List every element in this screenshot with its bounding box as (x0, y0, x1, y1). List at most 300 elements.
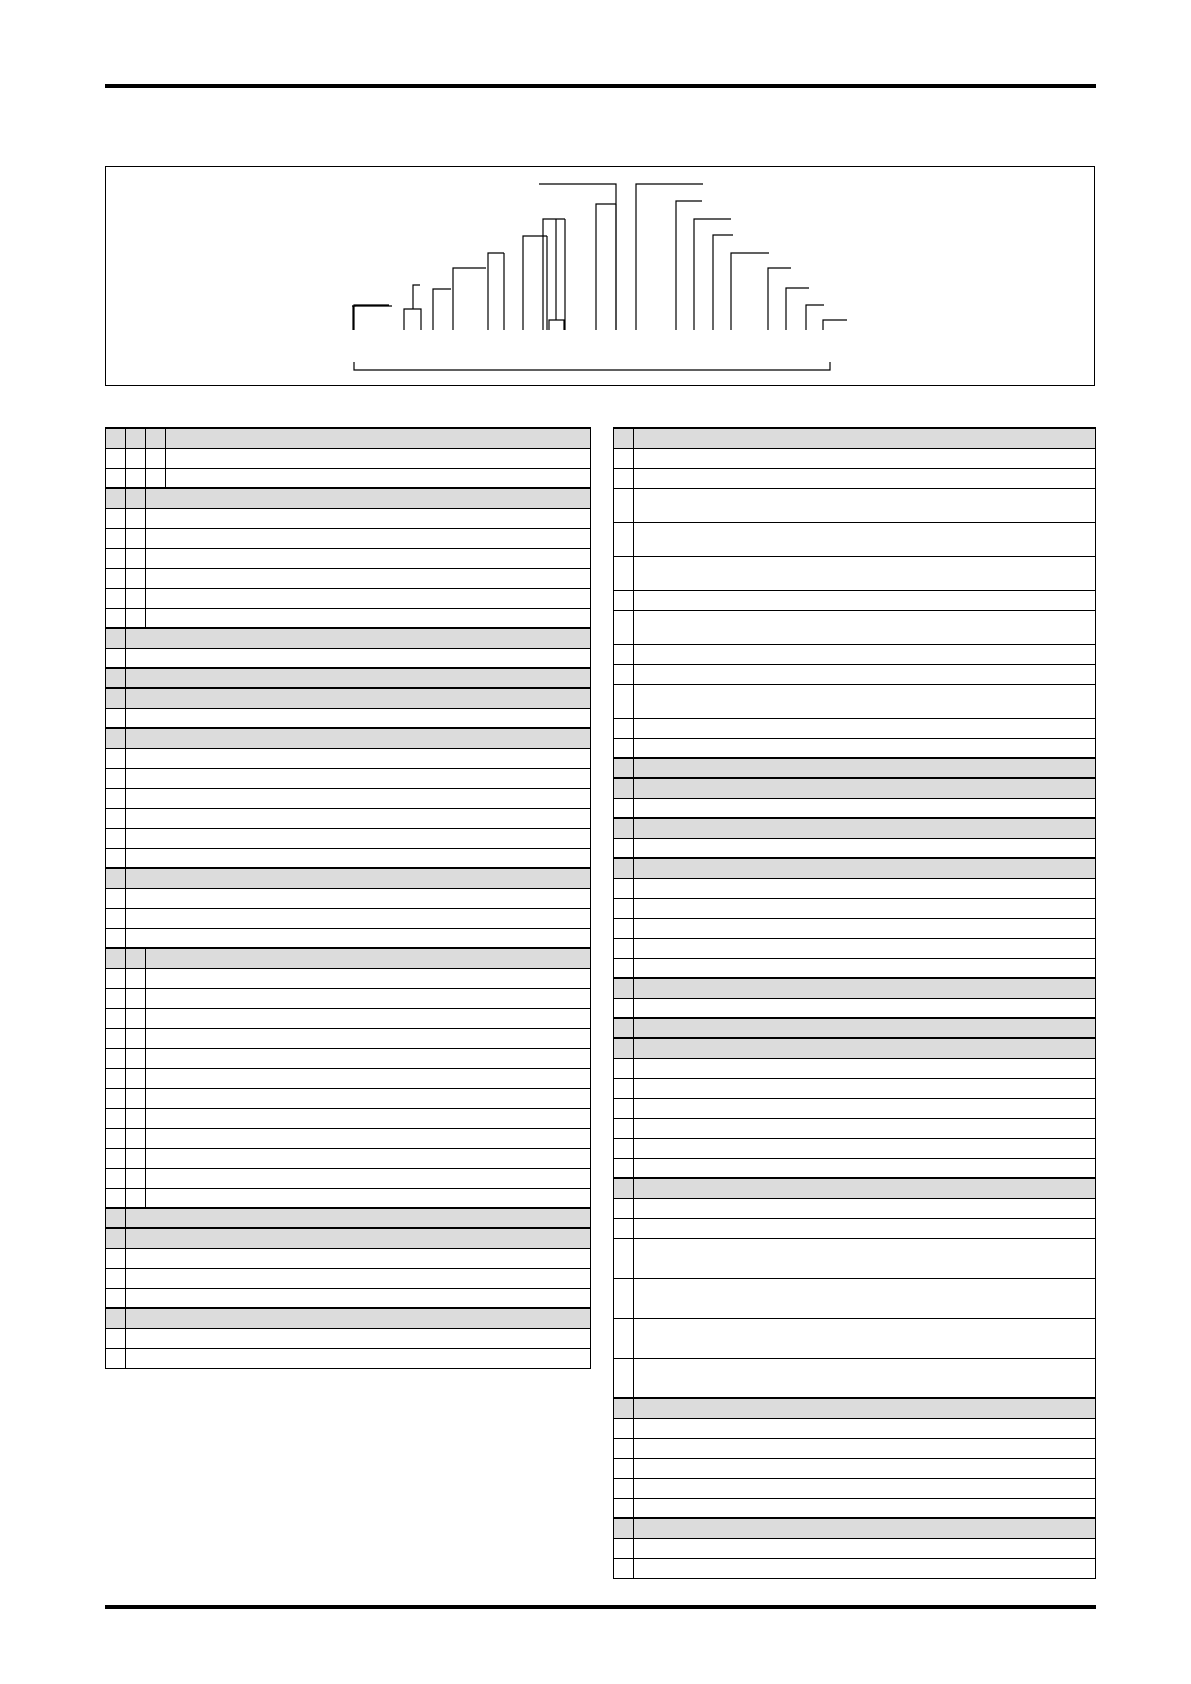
code-cell (614, 918, 634, 938)
right-table-row (614, 610, 1096, 644)
right-table-row (614, 522, 1096, 556)
right-table-row (614, 1438, 1096, 1458)
description-cell (146, 528, 591, 548)
code-cell (614, 1098, 634, 1118)
code-cell (106, 1248, 126, 1268)
code-cell (106, 608, 126, 628)
code-cell (106, 488, 126, 508)
code-cell (614, 778, 634, 798)
description-cell (146, 1148, 591, 1168)
description-cell (146, 948, 591, 968)
code-cell (106, 948, 126, 968)
description-cell (126, 728, 591, 748)
description-cell (146, 1168, 591, 1188)
description-cell (126, 908, 591, 928)
code-cell (126, 1128, 146, 1148)
right-table-row (614, 1238, 1096, 1278)
description-cell (126, 788, 591, 808)
left-table-row (106, 1068, 591, 1088)
description-cell (146, 988, 591, 1008)
code-cell (614, 838, 634, 858)
code-cell (106, 688, 126, 708)
code-cell (614, 1538, 634, 1558)
description-cell (634, 428, 1096, 448)
code-cell (614, 818, 634, 838)
description-cell (634, 1498, 1096, 1518)
description-cell (634, 758, 1096, 778)
code-cell (106, 1208, 126, 1228)
description-cell (166, 448, 591, 468)
right-table-row (614, 556, 1096, 590)
description-cell (126, 1248, 591, 1268)
description-cell (146, 1028, 591, 1048)
right-table-row (614, 1218, 1096, 1238)
description-cell (634, 738, 1096, 758)
code-cell (614, 1138, 634, 1158)
left-table-row (106, 1168, 591, 1188)
description-cell (634, 958, 1096, 978)
code-cell (614, 1358, 634, 1398)
left-table-row (106, 1288, 591, 1308)
description-cell (126, 1328, 591, 1348)
code-cell (106, 1068, 126, 1088)
description-cell (126, 688, 591, 708)
code-cell (106, 848, 126, 868)
left-table-row (106, 908, 591, 928)
code-cell (106, 808, 126, 828)
right-table-header-row (614, 758, 1096, 778)
left-table-row (106, 548, 591, 568)
code-cell (126, 968, 146, 988)
code-cell (614, 998, 634, 1018)
left-table-row (106, 988, 591, 1008)
description-cell (126, 648, 591, 668)
code-cell (106, 868, 126, 888)
code-cell (614, 978, 634, 998)
description-cell (146, 608, 591, 628)
description-cell (634, 1518, 1096, 1538)
code-cell (614, 428, 634, 448)
description-cell (146, 1088, 591, 1108)
code-cell (106, 1268, 126, 1288)
right-table-row (614, 898, 1096, 918)
right-table-row (614, 1118, 1096, 1138)
code-cell (614, 1458, 634, 1478)
right-table-header-row (614, 1038, 1096, 1058)
description-cell (634, 1218, 1096, 1238)
left-table-row (106, 1028, 591, 1048)
description-cell (166, 428, 591, 448)
left-table-row (106, 568, 591, 588)
left-table-header-row (106, 668, 591, 688)
code-cell (614, 1438, 634, 1458)
code-cell (106, 1108, 126, 1128)
right-table-row (614, 1098, 1096, 1118)
description-cell (634, 1438, 1096, 1458)
description-cell (126, 1288, 591, 1308)
code-cell (614, 1118, 634, 1138)
right-table-header-row (614, 818, 1096, 838)
description-cell (634, 1478, 1096, 1498)
code-cell (614, 1218, 634, 1238)
code-cell (126, 1108, 146, 1128)
code-cell (614, 1198, 634, 1218)
code-cell (106, 888, 126, 908)
description-cell (634, 898, 1096, 918)
code-cell (614, 1018, 634, 1038)
code-cell (614, 556, 634, 590)
description-cell (146, 548, 591, 568)
code-cell (106, 828, 126, 848)
code-cell (106, 568, 126, 588)
right-table-header-row (614, 1398, 1096, 1418)
code-cell (614, 1498, 634, 1518)
left-table-row (106, 1108, 591, 1128)
left-table-row (106, 828, 591, 848)
right-table-row (614, 738, 1096, 758)
left-table-row (106, 808, 591, 828)
code-cell (614, 758, 634, 778)
description-cell (634, 1238, 1096, 1278)
code-cell (614, 1158, 634, 1178)
description-cell (634, 448, 1096, 468)
left-table-row (106, 1188, 591, 1208)
left-table-header-row (106, 428, 591, 448)
right-table-row (614, 1538, 1096, 1558)
right-table-row (614, 590, 1096, 610)
description-cell (634, 1078, 1096, 1098)
description-cell (146, 968, 591, 988)
right-table-row (614, 998, 1096, 1018)
left-table-row (106, 508, 591, 528)
right-table-row (614, 488, 1096, 522)
description-cell (634, 938, 1096, 958)
code-cell (106, 1308, 126, 1328)
description-cell (126, 628, 591, 648)
left-table-row (106, 708, 591, 728)
code-cell (126, 568, 146, 588)
code-cell (106, 988, 126, 1008)
left-table-header-row (106, 1308, 591, 1328)
right-legend-table (613, 427, 1096, 1579)
code-cell (146, 448, 166, 468)
right-table-row (614, 958, 1096, 978)
left-table-row (106, 1268, 591, 1288)
code-cell (614, 644, 634, 664)
right-table-header-row (614, 978, 1096, 998)
code-cell (106, 768, 126, 788)
description-cell (126, 868, 591, 888)
description-cell (146, 1068, 591, 1088)
description-cell (634, 684, 1096, 718)
description-cell (126, 668, 591, 688)
left-table-header-row (106, 868, 591, 888)
right-table-header-row (614, 428, 1096, 448)
description-cell (126, 828, 591, 848)
description-cell (634, 1118, 1096, 1138)
right-table-row (614, 1358, 1096, 1398)
code-cell (614, 684, 634, 718)
description-cell (146, 488, 591, 508)
code-cell (126, 528, 146, 548)
code-cell (126, 488, 146, 508)
left-table-row (106, 1008, 591, 1028)
ordering-code-diagram (105, 166, 1095, 386)
left-table-row (106, 1348, 591, 1368)
code-cell (106, 508, 126, 528)
left-table-row (106, 788, 591, 808)
right-table-row (614, 1158, 1096, 1178)
code-cell (146, 468, 166, 488)
left-table-row (106, 748, 591, 768)
right-table-row (614, 664, 1096, 684)
left-table-row (106, 1048, 591, 1068)
left-table-row (106, 468, 591, 488)
description-cell (126, 1348, 591, 1368)
right-table-row (614, 718, 1096, 738)
code-cell (614, 1178, 634, 1198)
description-cell (126, 1268, 591, 1288)
description-cell (634, 998, 1096, 1018)
description-cell (634, 858, 1096, 878)
code-cell (106, 1328, 126, 1348)
right-table-row (614, 684, 1096, 718)
code-cell (614, 664, 634, 684)
description-cell (126, 888, 591, 908)
code-cell (614, 610, 634, 644)
description-cell (126, 1228, 591, 1248)
code-cell (614, 958, 634, 978)
code-cell (106, 1148, 126, 1168)
code-cell (126, 608, 146, 628)
description-cell (634, 878, 1096, 898)
left-table-row (106, 888, 591, 908)
description-cell (146, 568, 591, 588)
right-table-header-row (614, 1018, 1096, 1038)
left-table-row (106, 1148, 591, 1168)
description-cell (634, 1058, 1096, 1078)
left-table-row (106, 608, 591, 628)
code-cell (614, 522, 634, 556)
description-cell (634, 1138, 1096, 1158)
right-table-row (614, 1478, 1096, 1498)
code-cell (614, 1278, 634, 1318)
code-cell (614, 590, 634, 610)
left-table-row (106, 1128, 591, 1148)
right-table-row (614, 1418, 1096, 1438)
code-cell (614, 1518, 634, 1538)
left-table-row (106, 848, 591, 868)
right-table-row (614, 468, 1096, 488)
description-cell (634, 590, 1096, 610)
description-cell (634, 798, 1096, 818)
code-cell (106, 728, 126, 748)
code-cell (106, 628, 126, 648)
right-table-row (614, 838, 1096, 858)
right-table-row (614, 1138, 1096, 1158)
code-cell (614, 1558, 634, 1578)
description-cell (146, 1048, 591, 1068)
description-cell (126, 708, 591, 728)
description-cell (634, 522, 1096, 556)
description-cell (126, 748, 591, 768)
code-cell (126, 448, 146, 468)
description-cell (634, 978, 1096, 998)
top-rule (105, 84, 1096, 88)
code-cell (106, 1088, 126, 1108)
right-table-row (614, 1458, 1096, 1478)
description-cell (634, 1418, 1096, 1438)
description-cell (634, 718, 1096, 738)
description-cell (126, 1308, 591, 1328)
description-cell (634, 778, 1096, 798)
code-cell (106, 748, 126, 768)
code-cell (126, 1148, 146, 1168)
description-cell (634, 1358, 1096, 1398)
right-table-row (614, 1498, 1096, 1518)
code-cell (106, 908, 126, 928)
description-cell (634, 488, 1096, 522)
description-cell (634, 556, 1096, 590)
description-cell (146, 588, 591, 608)
description-cell (126, 768, 591, 788)
code-cell (614, 468, 634, 488)
code-cell (106, 968, 126, 988)
code-breakdown-lines (106, 167, 1096, 387)
code-cell (126, 428, 146, 448)
right-table-header-row (614, 778, 1096, 798)
left-table-row (106, 928, 591, 948)
code-cell (126, 548, 146, 568)
description-cell (126, 808, 591, 828)
description-cell (634, 1018, 1096, 1038)
right-table-header-row (614, 1178, 1096, 1198)
code-cell (126, 468, 146, 488)
description-cell (634, 1318, 1096, 1358)
description-cell (126, 1208, 591, 1228)
description-cell (634, 818, 1096, 838)
right-table-row (614, 918, 1096, 938)
code-cell (614, 1478, 634, 1498)
code-cell (614, 938, 634, 958)
left-table-row (106, 648, 591, 668)
code-cell (126, 1028, 146, 1048)
code-cell (614, 878, 634, 898)
right-table-row (614, 644, 1096, 664)
left-table-header-row (106, 1228, 591, 1248)
right-table-row (614, 1078, 1096, 1098)
description-cell (634, 1558, 1096, 1578)
code-cell (106, 668, 126, 688)
left-table-row (106, 1088, 591, 1108)
left-table-row (106, 588, 591, 608)
code-cell (106, 1048, 126, 1068)
code-cell (106, 548, 126, 568)
left-table-header-row (106, 688, 591, 708)
description-cell (634, 1198, 1096, 1218)
code-cell (614, 738, 634, 758)
right-table-row (614, 878, 1096, 898)
description-cell (634, 1398, 1096, 1418)
left-table-row (106, 528, 591, 548)
code-cell (614, 718, 634, 738)
description-cell (634, 1458, 1096, 1478)
right-table-row (614, 798, 1096, 818)
code-cell (614, 898, 634, 918)
code-cell (106, 1168, 126, 1188)
code-cell (126, 988, 146, 1008)
code-cell (614, 448, 634, 468)
right-table-row (614, 1318, 1096, 1358)
code-cell (614, 488, 634, 522)
description-cell (146, 1188, 591, 1208)
code-cell (614, 1038, 634, 1058)
code-cell (126, 948, 146, 968)
description-cell (634, 1278, 1096, 1318)
code-cell (126, 1068, 146, 1088)
code-cell (106, 1348, 126, 1368)
description-cell (146, 508, 591, 528)
bottom-rule (105, 1605, 1096, 1609)
code-cell (106, 588, 126, 608)
code-cell (106, 708, 126, 728)
right-table-row (614, 1198, 1096, 1218)
description-cell (126, 928, 591, 948)
right-table-row (614, 448, 1096, 468)
right-table-row (614, 1058, 1096, 1078)
right-table-row (614, 1278, 1096, 1318)
right-table-header-row (614, 1518, 1096, 1538)
description-cell (126, 848, 591, 868)
description-cell (634, 1538, 1096, 1558)
left-table-row (106, 968, 591, 988)
code-cell (126, 588, 146, 608)
description-cell (634, 1038, 1096, 1058)
code-cell (146, 428, 166, 448)
code-cell (106, 648, 126, 668)
code-cell (614, 1398, 634, 1418)
description-cell (146, 1008, 591, 1028)
left-table-row (106, 1328, 591, 1348)
description-cell (634, 644, 1096, 664)
description-cell (634, 1098, 1096, 1118)
code-cell (106, 1288, 126, 1308)
description-cell (634, 1158, 1096, 1178)
code-cell (106, 428, 126, 448)
description-cell (166, 468, 591, 488)
left-legend-table (105, 427, 591, 1369)
right-table-header-row (614, 858, 1096, 878)
code-cell (614, 1418, 634, 1438)
code-cell (106, 468, 126, 488)
left-table-header-row (106, 948, 591, 968)
code-cell (614, 1058, 634, 1078)
description-cell (634, 610, 1096, 644)
description-cell (634, 664, 1096, 684)
right-table-row (614, 938, 1096, 958)
description-cell (634, 838, 1096, 858)
code-cell (106, 1028, 126, 1048)
description-cell (146, 1108, 591, 1128)
code-cell (106, 1188, 126, 1208)
left-table-row (106, 1248, 591, 1268)
left-table-header-row (106, 488, 591, 508)
code-cell (126, 1188, 146, 1208)
code-cell (106, 1128, 126, 1148)
code-cell (106, 1228, 126, 1248)
description-cell (634, 918, 1096, 938)
description-cell (634, 1178, 1096, 1198)
